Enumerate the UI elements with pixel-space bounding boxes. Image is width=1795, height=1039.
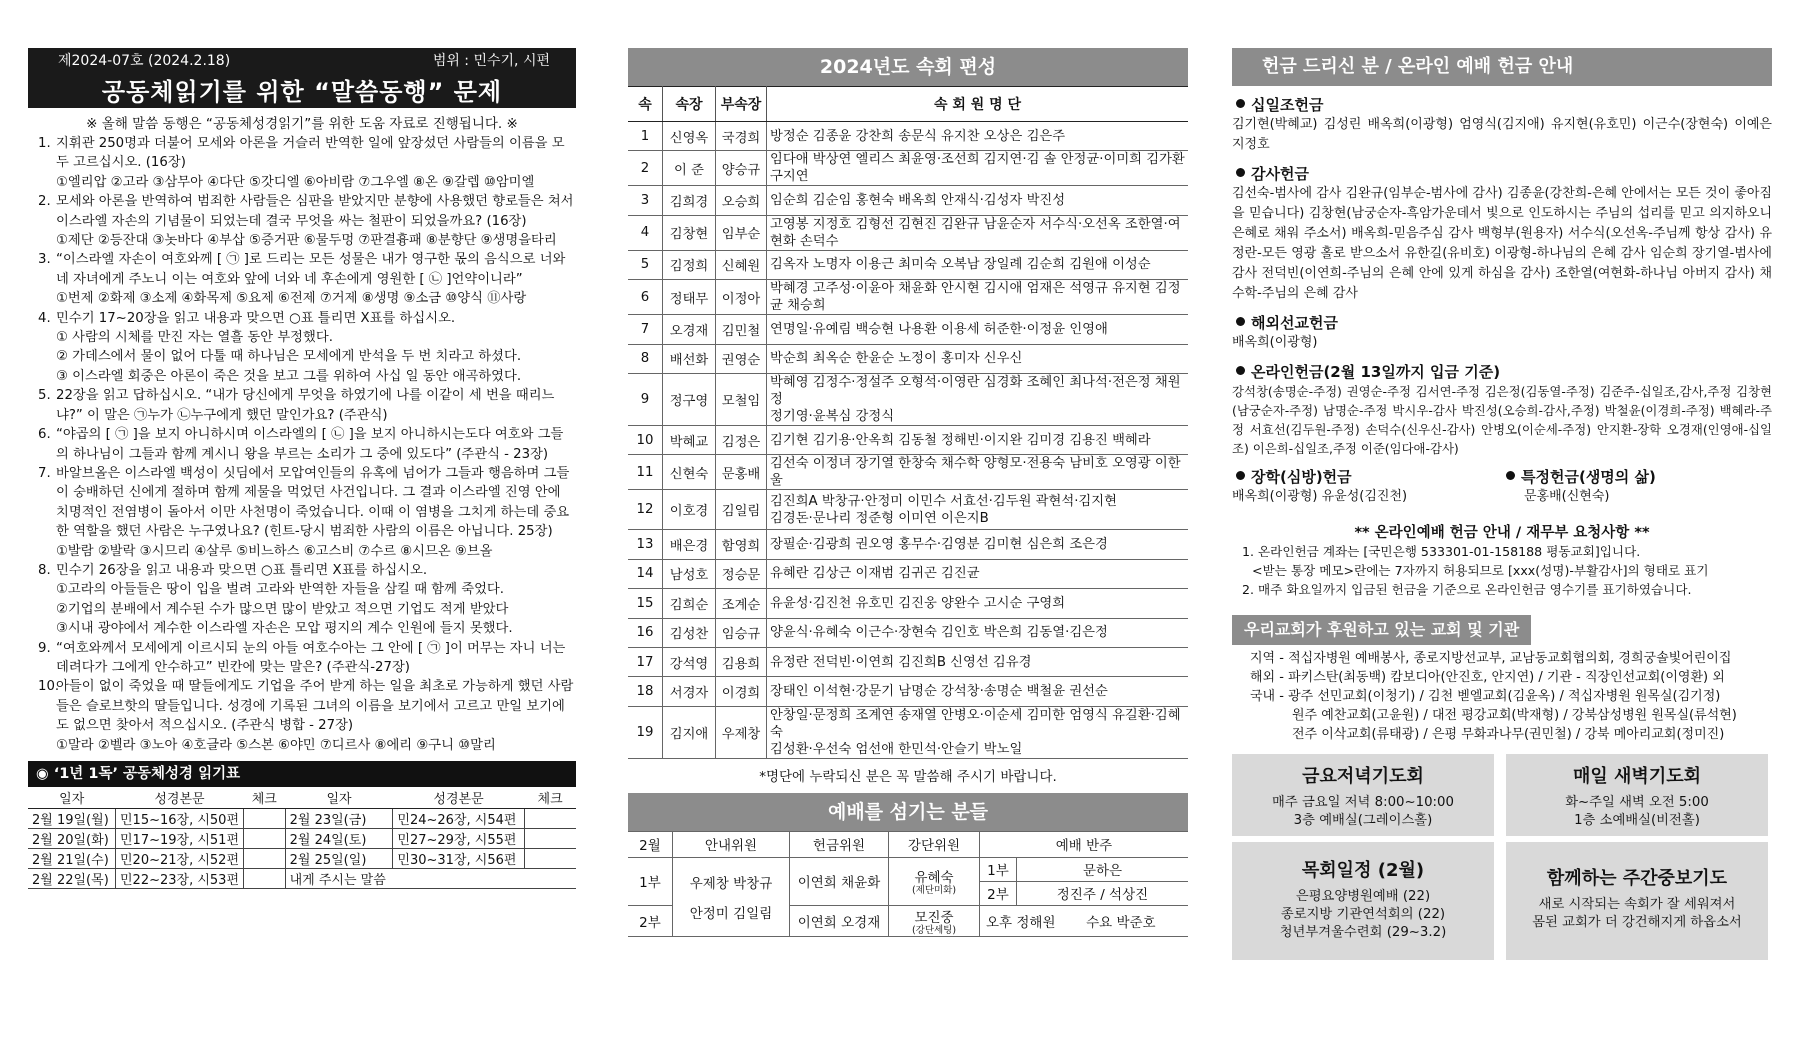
support-list	[1232, 649, 1772, 744]
group-row	[628, 151, 1188, 186]
group-row	[628, 373, 1188, 425]
dawn-prayer-place: 1층 소예배실(비전홀)	[1574, 813, 1700, 828]
dawn-prayer-box	[1506, 754, 1768, 836]
group-row	[628, 490, 1188, 530]
question-text: “여호와께서 모세에게 이르시되 눈의 아들 여호수아는 그 안에 [ ㉠ ]이 머무는 자니 너는 데려다가 그에게 안수하고” 빈칸에 맞는 말은? (주관식-27장)	[56, 640, 566, 675]
quiz-intro: ※ 올해 말씀 동행은 “공동체성경읽기”를 위한 도움 자료로 진행됩니다. ※	[86, 116, 518, 132]
tithe-heading: 십일조헌금	[1232, 94, 1772, 115]
group-leader: 김성찬	[663, 618, 716, 647]
altar-part2-name: 모진중	[914, 909, 954, 926]
group-subleader: 김일림	[716, 490, 767, 530]
group-number: 12	[628, 490, 663, 530]
group-members-line: 방정순 김종윤 강찬희 송문식 유지찬 오상은 김은주	[770, 128, 1066, 144]
col-header-group: 속	[628, 87, 663, 122]
question-text: 22장을 읽고 답하십시오. “내가 당신에게 무엇을 하였기에 나를 이같이 세 번을 때리느냐?” 이 말은 ㉠누가 ㉡누구에게 했던 말인가요? (주관식)	[56, 388, 555, 423]
plan-cell: 2월 24일(토)	[285, 829, 393, 849]
quiz-column	[28, 48, 576, 889]
col-header-leader: 속장	[663, 87, 716, 122]
group-number: 8	[628, 344, 663, 373]
question	[28, 386, 576, 425]
worship-month: 2월	[628, 831, 673, 857]
group-row	[628, 559, 1188, 588]
group-subleader: 함영희	[716, 530, 767, 559]
group-members-line: 연명일·유예림 백승현 나용환 이용세 허준한·이정윤 인영애	[770, 321, 1108, 337]
plan-cell: 민24~26장, 시54편	[393, 809, 524, 829]
group-members	[767, 589, 1189, 618]
group-row	[628, 186, 1188, 215]
quiz-header	[28, 48, 576, 108]
group-subleader: 조계순	[716, 589, 767, 618]
group-subleader: 이경희	[716, 677, 767, 706]
offering-part2: 이연희 오경재	[790, 905, 889, 936]
question-text: 민수기 17~20장을 읽고 내용과 맞으면 ○표 틀리면 X표를 하십시오.	[56, 310, 456, 326]
worship-header-guides: 안내위원	[673, 831, 790, 857]
question-options: ①발람 ②발락 ③시므리 ④살루 ⑤비느하스 ⑥고스비 ⑦수르 ⑧시므온 ⑨브올	[56, 543, 493, 559]
group-members-line: 김기현 김기용·안옥희 김동철 정해빈·이지완 김미경 김용진 백혜라	[770, 432, 1151, 448]
accompany-sunday-evening: 오후 정해원	[986, 914, 1056, 931]
plan-cell: 민22~23장, 시53편	[115, 869, 243, 889]
pastor-schedule-item: 종로지방 기관연석회의 (22)	[1280, 907, 1446, 922]
accompany-part2: 정진주 / 석상진	[1017, 881, 1189, 905]
group-leader: 신현숙	[663, 455, 716, 490]
group-leader: 강석영	[663, 647, 716, 676]
question	[28, 561, 576, 639]
group-number: 1	[628, 122, 663, 151]
worship-part2: 2부	[628, 905, 673, 936]
group-members-line: 박혜영 김정수·정설주 오형석·이영란 심경화 조혜인 최나석·전은정 채원정	[770, 374, 1181, 407]
group-subleader: 신혜원	[716, 250, 767, 279]
group-members-line: 김성환·우선숙 엄선애 한민석·안슬기 박노일	[770, 741, 1023, 757]
group-row	[628, 122, 1188, 151]
group-members-line: 유정란 전덕빈·이연희 김진희B 신영선 김유경	[770, 654, 1032, 670]
group-members-line: 김선숙 이정녀 장기열 한창숙 채수학 양형모·전용숙 남비호 오영광 이한울	[770, 456, 1181, 489]
question-statement: ③시내 광야에서 계수한 이스라엘 자손은 모압 평지의 계수 인원에 들지 못했다.	[56, 621, 513, 637]
accompany-part1: 문하은	[1017, 857, 1189, 881]
question	[28, 250, 576, 308]
group-members-line: 유윤성·김진천 유호민 김진웅 양완수 고시순 구영희	[770, 595, 1066, 611]
altar-part2-role: (강단세팅)	[911, 924, 957, 936]
question-statement: ③ 이스라엘 회중은 아론이 죽은 것을 보고 그를 위하여 사십 일 동안 애곡하였다.	[56, 368, 522, 384]
group-leader: 배은경	[663, 530, 716, 559]
group-subleader: 임부순	[716, 215, 767, 250]
group-row	[628, 455, 1188, 490]
bullet-icon	[1236, 317, 1245, 326]
group-row	[628, 618, 1188, 647]
group-number: 6	[628, 280, 663, 315]
scholar-list: 배옥희(이광형) 유윤성(김진천)	[1232, 489, 1408, 504]
group-row	[628, 280, 1188, 315]
group-number: 14	[628, 559, 663, 588]
group-number: 17	[628, 647, 663, 676]
bullet-icon	[1236, 471, 1245, 480]
group-leader: 서경자	[663, 677, 716, 706]
plan-cell: 내게 주시는 말씀	[285, 869, 576, 889]
question-number: 8.	[38, 562, 51, 578]
reading-range: 범위 : 민수기, 시편	[432, 53, 550, 69]
group-members-line: 임순희 김순임 홍현숙 배옥희 안재식·김성자 박진성	[770, 193, 1066, 209]
group-leader: 남성호	[663, 559, 716, 588]
tithe-list: 김기현(박혜교) 김성린 배옥희(이광형) 엄영식(김지애) 유지현(유호민) 이근수(장현숙) 이예은 지정호	[1232, 117, 1772, 152]
question-number: 9.	[38, 640, 51, 656]
pastor-schedule-box	[1232, 842, 1494, 960]
group-subleader: 정승문	[716, 559, 767, 588]
group-subleader: 국경희	[716, 122, 767, 151]
group-number: 3	[628, 186, 663, 215]
plan-cell: 2월 22일(목)	[28, 869, 115, 889]
group-number: 4	[628, 215, 663, 250]
friday-prayer-time: 매주 금요일 저녁 8:00~10:00	[1272, 795, 1454, 810]
question	[28, 134, 576, 192]
group-members	[767, 122, 1189, 151]
question	[28, 677, 576, 755]
plan-check-cell[interactable]	[244, 809, 286, 829]
groups-column	[628, 48, 1188, 937]
question-number: 1.	[38, 136, 51, 151]
group-subleader: 이정아	[716, 280, 767, 315]
accompany-evening	[980, 905, 1189, 936]
group-members	[767, 490, 1189, 530]
plan-check-cell[interactable]	[244, 849, 286, 869]
group-row	[628, 589, 1188, 618]
plan-cell: 민27~29장, 시55편	[393, 829, 524, 849]
group-row	[628, 530, 1188, 559]
bullet-icon	[1236, 168, 1245, 177]
question-number: 6.	[38, 427, 51, 443]
group-row	[628, 647, 1188, 676]
group-leader: 이 준	[663, 151, 716, 186]
group-leader: 김지애	[663, 706, 716, 758]
plan-cell: 민30~31장, 시56편	[393, 849, 524, 869]
group-members	[767, 559, 1189, 588]
group-leader: 김희경	[663, 186, 716, 215]
mission-heading: 해외선교헌금	[1232, 312, 1772, 333]
plan-header: 체크	[524, 787, 576, 809]
worship-title: 예배를 섬기는 분들	[628, 793, 1188, 831]
online-heading: 온라인헌금(2월 13일까지 입금 기준)	[1232, 361, 1772, 382]
offering-column	[1232, 48, 1772, 960]
guides-part1: 우제창 박창규	[689, 875, 773, 892]
group-subleader: 김민철	[716, 315, 767, 344]
group-subleader: 오승희	[716, 186, 767, 215]
group-row	[628, 250, 1188, 279]
offering-title: 헌금 드리신 분 / 온라인 예배 헌금 안내	[1232, 48, 1772, 86]
group-members	[767, 530, 1189, 559]
question-number: 2.	[38, 194, 51, 210]
altar-part1-role: (제단미화)	[911, 885, 957, 897]
group-number: 9	[628, 373, 663, 425]
plan-row	[28, 869, 576, 889]
group-number: 13	[628, 530, 663, 559]
plan-cell: 2월 23일(금)	[285, 809, 393, 829]
altar-part1-name: 유혜숙	[914, 870, 954, 887]
group-row	[628, 215, 1188, 250]
online-guide-title: ** 온라인예배 헌금 안내 / 재무부 요청사항 **	[1354, 525, 1650, 541]
support-line: 전주 이삭교회(류태광) / 은평 무화과나무(권민철) / 강북 메아리교회(정미진)	[1292, 727, 1725, 742]
group-leader: 박혜교	[663, 425, 716, 454]
accompany-part1-label: 1부	[980, 857, 1017, 881]
group-members	[767, 280, 1189, 315]
group-leader: 정구영	[663, 373, 716, 425]
group-subleader: 문홍배	[716, 455, 767, 490]
group-row	[628, 344, 1188, 373]
group-members-line: 양윤식·유혜숙 이근수·장현숙 김인호 박은희 김동열·김은정	[770, 625, 1108, 641]
altar-part2	[889, 905, 980, 936]
group-members	[767, 425, 1189, 454]
group-members	[767, 315, 1189, 344]
group-members-line: 안창일·문정희 조계연 송재열 안병오·이순세 김미한 엄영식 유길환·김혜숙	[770, 707, 1181, 740]
group-members-line: 고영봉 지정호 김형선 김현진 김완규 남윤순자 서수식·오선옥 조한열·여현화 손덕수	[770, 216, 1181, 249]
group-members-line: 장필순·김광희 권오영 홍무수·김영분 김미현 심은희 조은경	[770, 537, 1108, 553]
pastor-schedule-title: 목회일정 (2월)	[1301, 860, 1425, 881]
group-members-line: 박순희 최옥순 한윤순 노정이 홍미자 신우신	[770, 351, 1023, 367]
question-number: 3.	[38, 252, 51, 268]
group-members-line: 김옥자 노명자 이용근 최미숙 오복남 장일례 김순희 김원애 이성순	[770, 257, 1151, 273]
group-members-line: 임다애 박상연 엘리스 최윤영·조선희 김지연·김 솔 안정균·이미희 김가환 구지연	[770, 152, 1185, 185]
plan-check-cell[interactable]	[524, 809, 576, 829]
plan-row	[28, 849, 576, 869]
group-leader: 신영옥	[663, 122, 716, 151]
question	[28, 309, 576, 387]
question	[28, 639, 576, 678]
plan-header: 일자	[28, 787, 115, 809]
group-members-line: 김진희A 박창규·안정미 이민수 서효선·김두원 곽현석·김지현	[770, 493, 1117, 509]
bullet-icon	[1506, 471, 1515, 480]
group-number: 10	[628, 425, 663, 454]
thanks-list: 김선숙-범사에 감사 김완규(임부순-범사에 감사) 김종윤(강찬희-은혜 안에서는 모든 것이 좋아짐을 믿습니다) 김창현(남궁순자-흑암가운데서 빛으로 인도하시는 주님의 섭리를 믿고 의지하오니 은혜로 채워 주소서) 배옥희-믿음주심 감사 백형부(원용자) 서수식(오선옥-주님께 항상 감사) 유정란-모든 영광 홀로 받으소서 유한길(유비호) 이광형-하나님의 은혜 감사 임순희 장기열-범사에 감사 전덕빈(이연희-주님의 은혜 안에 있게 하심을 감사) 조한열(여현화-하나님 아버지 감사) 채수학-주님의 은혜 감사	[1232, 186, 1772, 301]
plan-row	[28, 809, 576, 829]
online-list: 강석창(송명순-주정) 권영순-주정 김서연-주정 김은정(김동열-주정) 김준주-십일조,감사,주정 김창현(남궁순자-주정) 남명순-주정 박시우-감사 박진성(오승희-감사,주정) 박철윤(이경희-주정) 백혜라-주정 서효선(김두원-주정) 손덕수(신우신-감사) 안병오(이순세-주정) 안지환-장학 오경재(인영애-십일조) 이은희-십일조,주정 이준(임다애-감사)	[1232, 384, 1772, 456]
group-members	[767, 706, 1189, 758]
support-line: 원주 예찬교회(고윤원) / 대전 평강교회(박재형) / 강북삼성병원 원목실(류석현)	[1292, 708, 1737, 723]
plan-check-cell[interactable]	[244, 829, 286, 849]
plan-cell: 민17~19장, 시51편	[115, 829, 243, 849]
question-statement: ② 가데스에서 물이 없어 다툴 때 하나님은 모세에게 반석을 두 번 치라고 하셨다.	[56, 349, 522, 365]
support-line: 지역 - 적십자병원 예배봉사, 종로지방선교부, 교남동교회협의회, 경희궁솔빛어린이집	[1250, 651, 1732, 666]
group-number: 16	[628, 618, 663, 647]
question-statement: ① 사람의 시체를 만진 자는 열흘 동안 부정했다.	[56, 330, 333, 346]
group-number: 7	[628, 315, 663, 344]
plan-header: 일자	[285, 787, 393, 809]
dawn-prayer-title: 매일 새벽기도회	[1573, 766, 1701, 787]
col-header-subleader: 부속장	[716, 87, 767, 122]
group-members	[767, 344, 1189, 373]
group-number: 11	[628, 455, 663, 490]
question-number: 7.	[38, 465, 51, 481]
question-statement: ①고라의 아들들은 땅이 입을 벌려 고라와 반역한 자들을 삼킬 때 함께 죽었다.	[56, 582, 504, 598]
group-leader: 이호경	[663, 490, 716, 530]
group-members-line: 유혜란 김상근 이재범 김귀곤 김진균	[770, 566, 980, 582]
group-members	[767, 618, 1189, 647]
question-text: 지휘관 250명과 더불어 모세와 아론을 거슬러 반역한 일에 앞장섰던 사람들의 이름을 모두 고르십시오. (16장)	[56, 136, 565, 171]
group-row	[628, 677, 1188, 706]
group-number: 5	[628, 250, 663, 279]
group-subleader: 임승규	[716, 618, 767, 647]
worship-part1: 1부	[628, 857, 673, 905]
prayer-line: 새로 시작되는 속회가 잘 세워져서	[1538, 897, 1736, 912]
special-heading: 특정헌금(생명의 삶)	[1502, 466, 1772, 487]
group-members	[767, 250, 1189, 279]
group-row	[628, 315, 1188, 344]
group-subleader: 김용희	[716, 647, 767, 676]
question-text: 아들이 없이 죽었을 때 딸들에게도 기업을 주어 받게 하는 일을 최초로 가능하게 했던 사람들은 슬로브핫의 딸들입니다. 성경에 기록된 그녀의 이름을 보기에서 고르고 만일 보기에도 없으면 찾아서 적으십시오. (주관식 병합 - 27장)	[56, 679, 574, 734]
question-statement: ②기업의 분배에서 계수된 수가 많으면 많이 받았고 적으면 기업도 적게 받았다	[56, 601, 509, 617]
group-members	[767, 215, 1189, 250]
group-leader: 김희순	[663, 589, 716, 618]
worship-header-offering: 헌금위원	[790, 831, 889, 857]
groups-table	[628, 86, 1188, 759]
group-subleader: 우제창	[716, 706, 767, 758]
question-number: 5.	[38, 388, 51, 404]
bullet-icon	[1236, 99, 1245, 108]
question	[28, 464, 576, 561]
friday-prayer-title: 금요저녁기도회	[1302, 766, 1424, 787]
prayer-title: 함께하는 주간중보기도	[1546, 868, 1728, 889]
plan-header: 체크	[244, 787, 286, 809]
plan-cell: 2월 25일(일)	[285, 849, 393, 869]
group-members-line: 장태인 이석현·강문기 남명순 강석창·송명순 백철윤 권선순	[770, 683, 1108, 699]
online-guide-1b: <받는 통장 메모>란에는 7자까지 허용되므로 [xxx(성명)-부활감사]의 형태로 표기	[1252, 563, 1709, 578]
page-title: 공동체읽기를 위한 “말씀동행” 문제	[101, 78, 503, 106]
special-list: 문홍배(신현숙)	[1524, 489, 1610, 504]
question-options: ①말라 ②벨라 ③노아 ④호글라 ⑤스본 ⑥야민 ⑦디르사 ⑧에리 ⑨구니 ⑩말리	[56, 737, 496, 753]
group-leader: 정태무	[663, 280, 716, 315]
issue-number: 제2024-07호 (2024.2.18)	[58, 53, 231, 69]
plan-cell: 2월 19일(월)	[28, 809, 115, 829]
thanks-heading: 감사헌금	[1232, 163, 1772, 184]
question-text: 민수기 26장을 읽고 내용과 맞으면 ○표 틀리면 X표를 하십시오.	[56, 562, 428, 578]
accompany-wednesday: 수요 박준호	[1086, 914, 1156, 931]
plan-cell: 민20~21장, 시52편	[115, 849, 243, 869]
question-options: ①번제 ②화제 ③소제 ④화목제 ⑤요제 ⑥전제 ⑦거제 ⑧생명 ⑨소금 ⑩양식 ⑪사랑	[56, 291, 527, 307]
bullet-icon	[1236, 366, 1245, 375]
worship-guides	[673, 857, 790, 936]
question-options: ①제단 ②등잔대 ③놋바다 ④부삽 ⑤증거판 ⑥물두멍 ⑦판결흉패 ⑧분향단 ⑨생명을타리	[56, 233, 557, 249]
question-number: 10.	[38, 679, 60, 695]
support-line: 국내 - 광주 선민교회(이청기) / 김천 벧엘교회(김윤옥) / 적십자병원 원목실(김기정)	[1250, 689, 1721, 704]
friday-prayer-place: 3층 예배실(그레이스홀)	[1293, 813, 1433, 828]
group-number: 18	[628, 677, 663, 706]
question-text: “야곱의 [ ㉠ ]을 보지 아니하시며 이스라엘의 [ ㉡ ]을 보지 아니하시는도다 여호와 그들의 하나님이 그들과 함께 계시니 왕을 부르는 소리가 그 중에 있도다” (주관식 - 23장)	[56, 427, 564, 462]
guides-part2: 안정미 김일림	[689, 905, 773, 922]
group-subleader: 김정은	[716, 425, 767, 454]
plan-check-cell[interactable]	[524, 849, 576, 869]
plan-row	[28, 829, 576, 849]
prayer-box	[1506, 842, 1768, 960]
group-members-line: 박혜경 고주성·이윤아 채윤화 안시현 김시애 엄재은 석영규 유지현 김정균 채승희	[770, 281, 1181, 314]
question-text: 바알브올은 이스라엘 백성이 싯딤에서 모압여인들의 유혹에 넘어가 그들과 행음하며 그들이 숭배하던 신에게 절하며 함께 제물을 먹었던 사건입니다. 그 결과 이스라엘 진영 안에 치명적인 전염병이 돌아서 이만 사천명이 죽었습니다. 이때 이 염병을 그치게 하는데 중요한 역할을 했던 사람은 누구였나요? (힌트-당시 범죄한 사람의 이름은 아닙니다. 25장)	[56, 465, 570, 540]
dawn-prayer-time: 화~주일 새벽 오전 5:00	[1565, 795, 1709, 810]
group-subleader: 양승규	[716, 151, 767, 186]
plan-cell: 민15~16장, 시50편	[115, 809, 243, 829]
group-members	[767, 186, 1189, 215]
worship-header-accompany: 예배 반주	[980, 831, 1189, 857]
group-subleader: 모철임	[716, 373, 767, 425]
reading-plan-title: ◉ ‘1년 1독’ 공동체성경 읽기표	[28, 761, 576, 787]
plan-cell: 2월 20일(화)	[28, 829, 115, 849]
question	[28, 425, 576, 464]
online-guide-1: 1. 온라인헌금 계좌는 [국민은행 533301-01-158188 평동교회]입니다.	[1242, 544, 1641, 559]
groups-title: 2024년도 속회 편성	[628, 48, 1188, 86]
plan-header: 성경본문	[393, 787, 524, 809]
group-row	[628, 706, 1188, 758]
worship-header-altar: 강단위원	[889, 831, 980, 857]
plan-check-cell[interactable]	[244, 869, 286, 889]
question-list	[28, 134, 576, 755]
col-header-members: 속 회 원 명 단	[767, 87, 1189, 122]
group-members	[767, 647, 1189, 676]
group-leader: 김정희	[663, 250, 716, 279]
group-number: 19	[628, 706, 663, 758]
pastor-schedule-item: 청년부겨울수련회 (29~3.2)	[1279, 925, 1447, 940]
question-text: “이스라엘 자손이 여호와께 [ ㉠ ]로 드리는 모든 성물은 내가 영구한 몫의 음식으로 너와 네 자녀에게 주노니 이는 여호와 앞에 너와 네 후손에게 영원한 [ ㉡ ]언약이니라”	[56, 252, 566, 287]
groups-note: *명단에 누락되신 분은 꼭 말씀해 주시기 바랍니다.	[759, 768, 1057, 785]
support-title: 우리교회가 후원하고 있는 교회 및 기관	[1232, 615, 1531, 645]
info-boxes	[1232, 754, 1772, 960]
group-leader: 김창현	[663, 215, 716, 250]
group-subleader: 권영순	[716, 344, 767, 373]
group-members	[767, 373, 1189, 425]
group-number: 2	[628, 151, 663, 186]
group-leader: 오경재	[663, 315, 716, 344]
group-leader: 배선화	[663, 344, 716, 373]
altar-part1	[889, 857, 980, 905]
online-guide-2: 2. 매주 화요일까지 입금된 헌금을 기준으로 온라인헌금 영수기를 표기하였습니다.	[1242, 582, 1692, 597]
plan-check-cell[interactable]	[524, 829, 576, 849]
pastor-schedule-item: 은평요양병원예배 (22)	[1295, 889, 1431, 904]
group-number: 15	[628, 589, 663, 618]
group-members	[767, 455, 1189, 490]
question-options: ①엘리압 ②고라 ③삼무아 ④다단 ⑤갓디엘 ⑥아비람 ⑦그우엘 ⑧온 ⑨갈렙 ⑩암미엘	[56, 174, 535, 190]
accompany-part2-label: 2부	[980, 881, 1017, 905]
group-members-line: 김경돈·문나리 정준형 이미연 이은지B	[770, 510, 989, 526]
online-guide	[1232, 542, 1772, 599]
mission-list: 배옥희(이광형)	[1232, 335, 1318, 350]
plan-header: 성경본문	[115, 787, 243, 809]
support-line: 해외 - 파키스탄(최동백) 캄보디아(안진호, 안지연) / 기관 - 직장인선교회(이영환) 외	[1250, 670, 1725, 685]
question-number: 4.	[38, 310, 51, 326]
question	[28, 192, 576, 250]
plan-cell: 2월 21일(수)	[28, 849, 115, 869]
group-members	[767, 151, 1189, 186]
offering-part1: 이연희 채윤화	[790, 857, 889, 905]
group-members	[767, 677, 1189, 706]
scholar-heading: 장학(심방)헌금	[1232, 466, 1502, 487]
group-members-line: 정기영·윤복심 강정식	[770, 408, 895, 424]
friday-prayer-box	[1232, 754, 1494, 836]
question-text: 모세와 아론을 반역하여 범죄한 사람들은 심판을 받았지만 분향에 사용했던 향로들은 쳐서 이스라엘 자손의 기념물이 되었는데 결국 무엇을 싸는 철판이 되었을까요? (16장)	[56, 194, 574, 229]
group-row	[628, 425, 1188, 454]
worship-table	[628, 831, 1188, 937]
prayer-line: 몸된 교회가 더 강건해지게 하옵소서	[1532, 915, 1742, 930]
reading-plan-table	[28, 787, 576, 889]
